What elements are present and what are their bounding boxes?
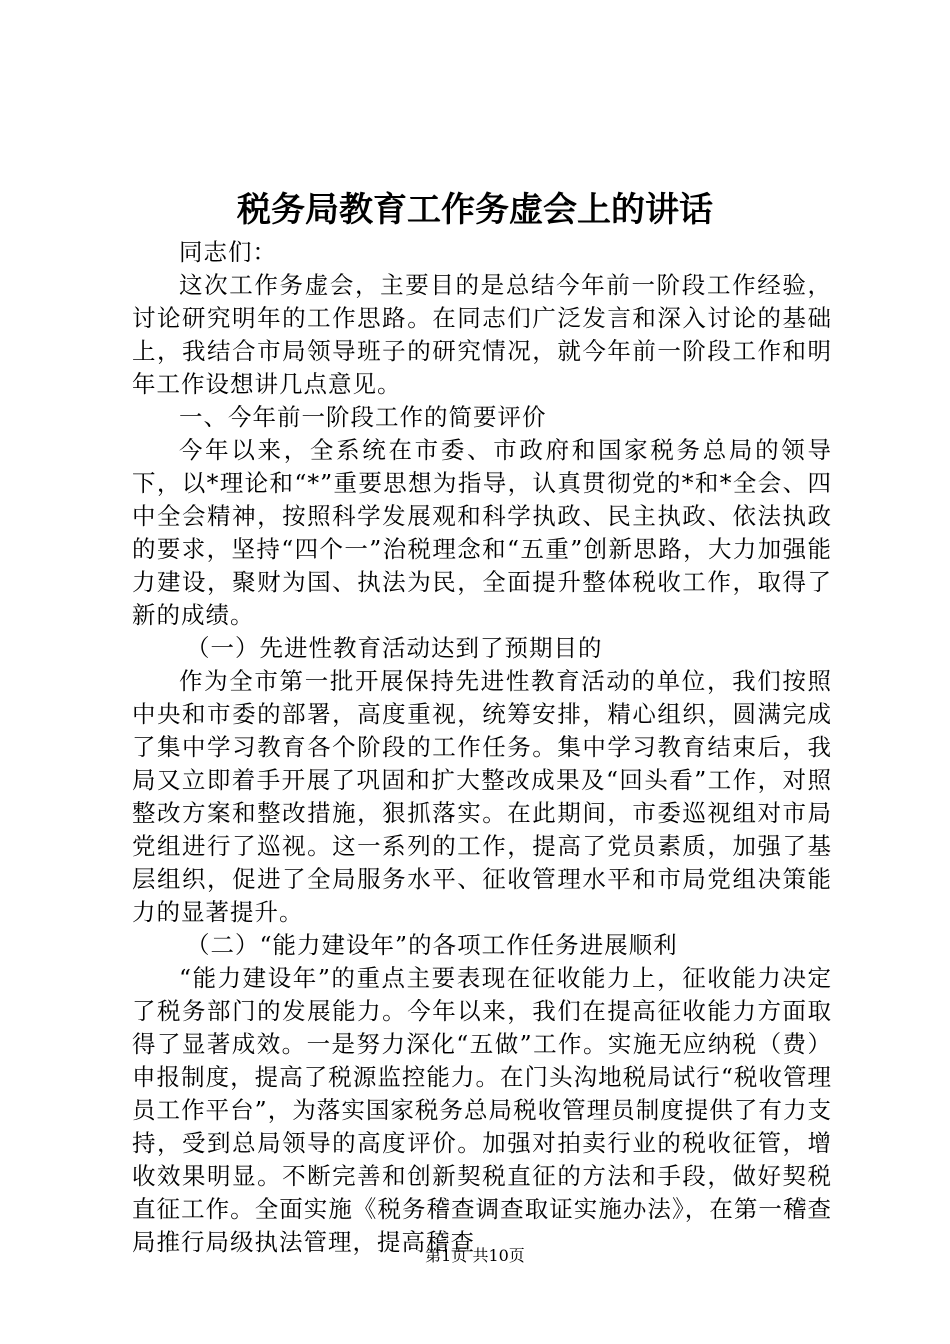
paragraph: 今年以来，全系统在市委、市政府和国家税务总局的领导下，以*理论和“*”重要思想为指导，认真贯彻党的*和*全会、四中全会精神，按照科学发展观和科学执政、民主执政、依法执政的要求，坚持“四个一”治税理念和“五重”创新思路，大力加强能力建设，聚财为国、执法为民，全面提升整体税收工作，取得了新的成绩。 [132,436,832,629]
subsection-heading: （一）先进性教育活动达到了预期目的 [186,634,603,662]
subsection-heading: （二）“能力建设年”的各项工作任务进展顺利 [186,931,678,959]
paragraph: “能力建设年”的重点主要表现在征收能力上，征收能力决定了税务部门的发展能力。今年以来，我们在提高征收能力方面取得了显著成效。一是努力深化“五做”工作。实施无应纳税（费）申报制度，提高了税源监控能力。在门头沟地税局试行“税收管理员工作平台”，为落实国家税务总局税收管理员制度提供了有力支持，受到总局领导的高度评价。加强对拍卖行业的税收征管，增收效果明显。不断完善和创新契税直征的方法和手段，做好契税直征工作。全面实施《税务稽查调查取证实施办法》，在第一稽查局推行局级执法管理，提高稽查 [132,964,832,1256]
page-title: 税务局教育工作务虚会上的讲话 [237,190,713,230]
section-heading: 一、今年前一阶段工作的简要评价 [179,403,547,431]
page-number-footer: 第1页 共10页 [425,1246,525,1265]
paragraph: 作为全市第一批开展保持先进性教育活动的单位，我们按照中央和市委的部署，高度重视，统筹安排，精心组织，圆满完成了集中学习教育各个阶段的工作任务。集中学习教育结束后，我局又立即着手开展了巩固和扩大整改成果及“回头看”工作，对照整改方案和整改措施，狠抓落实。在此期间，市委巡视组对市局党组进行了巡视。这一系列的工作，提高了党员素质，加强了基层组织，促进了全局服务水平、征收管理水平和市局党组决策能力的显著提升。 [132,667,832,926]
document-body [132,236,832,1259]
salutation: 同志们： [179,238,277,266]
paragraph: 这次工作务虚会，主要目的是总结今年前一阶段工作经验，讨论研究明年的工作思路。在同志们广泛发言和深入讨论的基础上，我结合市局领导班子的研究情况，就今年前一阶段工作和明年工作设想讲几点意见。 [132,271,832,398]
